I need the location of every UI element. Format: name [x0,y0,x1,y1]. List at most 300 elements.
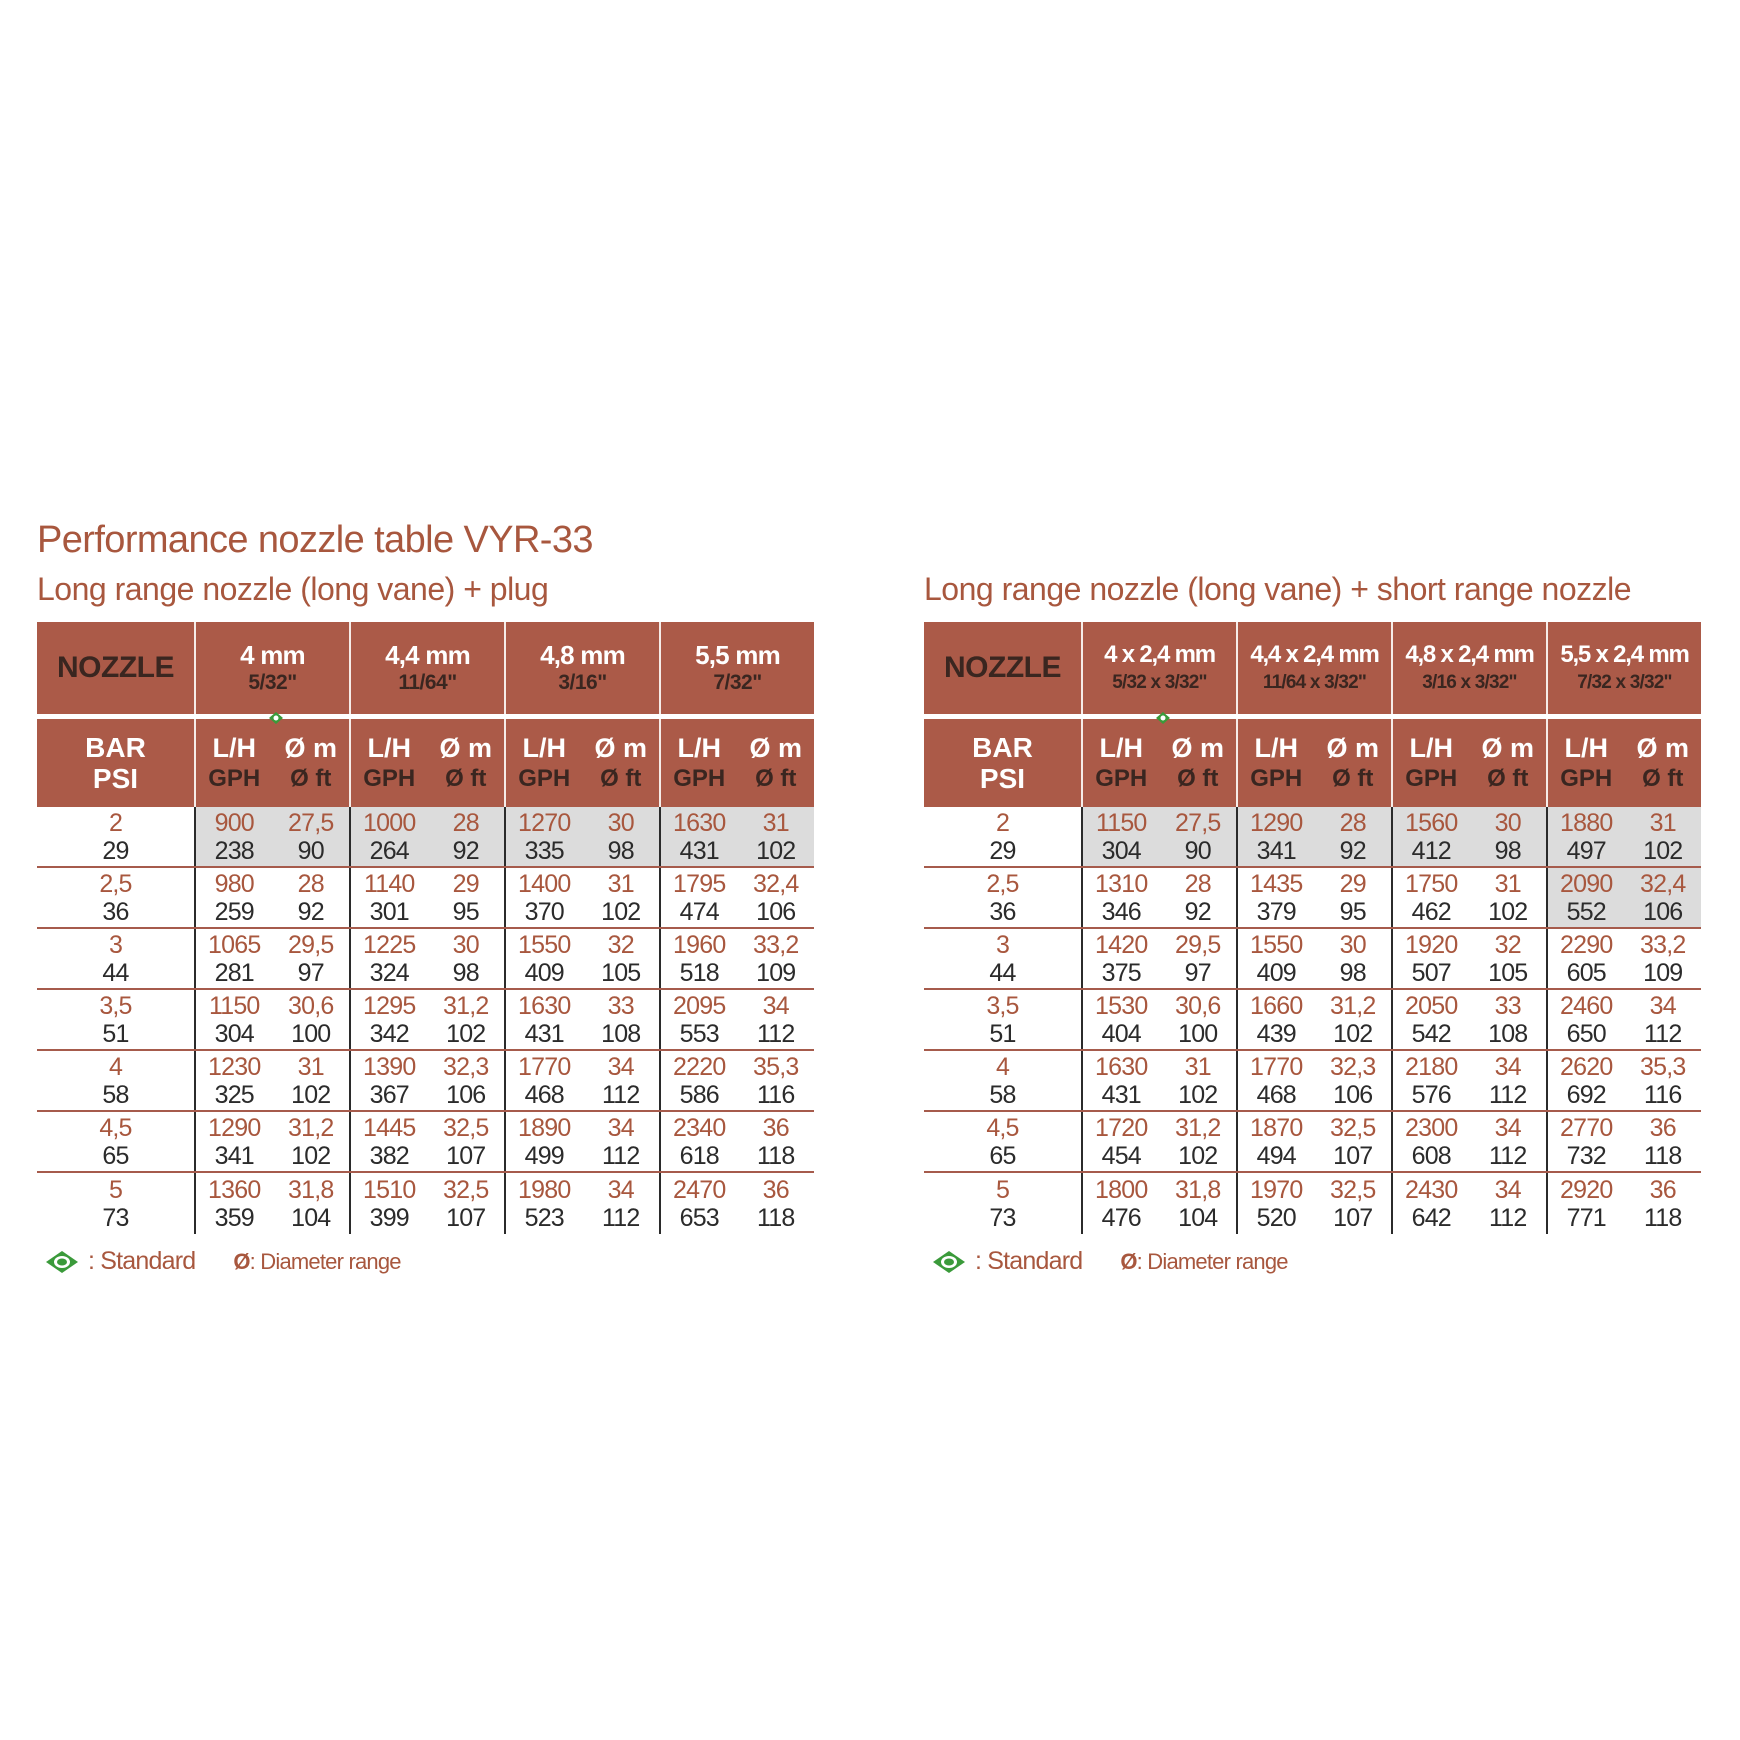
diameter-m: 32,4 [1640,869,1686,898]
nozzle-data-cell [504,929,659,988]
flow-lh: 1530 [1095,991,1148,1020]
flow-values [351,992,428,1048]
nozzle-size-header [349,622,504,714]
flow-gph: 586 [679,1080,719,1109]
flow-values [1393,870,1470,926]
performance-table-short-range [924,622,1701,1234]
pressure-cell [37,990,194,1049]
diameter-ft: 116 [757,1080,795,1109]
nozzle-data-cell [659,868,814,927]
table-row [924,807,1701,868]
units-metric [351,733,504,764]
flow-gph: 518 [679,958,719,987]
pressure-cell [37,807,194,866]
pressure-bar: 5 [108,1175,123,1204]
diameter-m: 29,5 [1175,930,1221,959]
legend-diameter-symbol: Ø [1120,1248,1137,1274]
flow-gph: 771 [1566,1203,1606,1232]
unit-flow-lh: L/H [1099,733,1143,763]
pressure-cell [37,1112,194,1171]
diameter-m: 30,6 [288,991,334,1020]
unit-diam-m: Ø m [749,733,802,763]
nozzle-data-cell [659,807,814,866]
flow-values [1238,870,1315,926]
diameter-ft: 95 [1339,897,1366,926]
units-imperial [351,764,504,793]
flow-lh: 1770 [518,1052,571,1081]
diameter-m: 34 [607,1175,634,1204]
flow-lh: 1970 [1250,1175,1303,1204]
unit-flow-gph: GPH [1560,765,1613,792]
units-header [349,719,504,807]
diameter-values [583,809,660,865]
unit-flow-lh: L/H [1254,733,1298,763]
unit-diam-ft: Ø ft [1177,765,1219,792]
diameter-m: 33 [607,991,634,1020]
flow-values [351,1053,428,1109]
units-header [659,719,814,807]
diameter-values [428,1176,505,1232]
nozzle-data-cell [1236,868,1391,927]
diameter-m: 32,3 [443,1052,489,1081]
flow-lh: 1230 [208,1052,261,1081]
flow-lh: 2220 [673,1052,726,1081]
nozzle-size-mm: 4,4 mm [385,640,470,670]
diameter-ft: 98 [1494,836,1521,865]
pressure-bar: 2 [995,808,1010,837]
units-imperial [196,764,349,793]
pressure-bar: 3,5 [99,991,132,1020]
nozzle-data-cell [504,1051,659,1110]
flow-gph: 325 [214,1080,254,1109]
diameter-ft: 108 [601,1019,641,1048]
table-subtitle-short-range: Long range nozzle (long vane) + short range nozzle [924,571,1632,607]
pressure-bar: 5 [995,1175,1010,1204]
flow-lh: 2300 [1405,1113,1458,1142]
diameter-m: 34 [607,1052,634,1081]
unit-diam-m: Ø m [1171,733,1224,763]
nozzle-size-inch: 11/64 x 3/32" [1262,672,1367,693]
flow-values [1083,931,1160,987]
flow-gph: 341 [1256,836,1296,865]
header-row-nozzle [924,622,1701,714]
flow-values [661,992,738,1048]
nozzle-data-cell [349,929,504,988]
diameter-ft: 92 [452,836,479,865]
nozzle-size-header [1391,622,1546,714]
flow-gph: 650 [1566,1019,1606,1048]
nozzle-data-cell [1236,807,1391,866]
flow-lh: 1870 [1250,1113,1303,1142]
diameter-values [273,870,350,926]
flow-lh: 1980 [518,1175,571,1204]
diameter-values [1625,1114,1702,1170]
flow-gph: 653 [679,1203,719,1232]
diameter-values [583,1053,660,1109]
flow-values [1393,1176,1470,1232]
diameter-m: 35,3 [753,1052,799,1081]
nozzle-size-inch: 3/16 x 3/32" [1422,672,1517,693]
diameter-m: 32 [1494,930,1521,959]
unit-flow-gph: GPH [518,765,571,792]
diameter-values [583,1176,660,1232]
nozzle-data-cell [349,1112,504,1171]
nozzle-data-cell [504,1173,659,1234]
header-row-units [37,719,814,807]
diameter-ft: 107 [1333,1203,1373,1232]
table-row [924,868,1701,929]
diameter-values [273,1176,350,1232]
flow-lh: 1360 [208,1175,261,1204]
nozzle-data-cell [349,868,504,927]
flow-values [351,931,428,987]
diameter-values [1315,870,1392,926]
flow-values [661,1053,738,1109]
diameter-values [273,1053,350,1109]
unit-diam-ft: Ø ft [445,765,487,792]
flow-lh: 1290 [1250,808,1303,837]
nozzle-data-cell [1391,868,1546,927]
units-imperial [1393,764,1546,793]
flow-gph: 301 [369,897,409,926]
nozzle-data-cell [1546,868,1701,927]
legend-diameter-text: : Diameter range [249,1248,401,1274]
diameter-ft: 92 [297,897,324,926]
flow-values [1083,1053,1160,1109]
flow-gph: 608 [1411,1141,1451,1170]
nozzle-size-header [194,622,349,714]
nozzle-data-cell [659,1112,814,1171]
diameter-values [738,809,815,865]
diameter-m: 32,3 [1330,1052,1376,1081]
units-header [1236,719,1391,807]
nozzle-size-header [659,622,814,714]
flow-gph: 523 [524,1203,564,1232]
pressure-header [37,719,194,807]
flow-lh: 2050 [1405,991,1458,1020]
unit-flow-gph: GPH [673,765,726,792]
pressure-psi: 73 [989,1203,1016,1232]
unit-diam-ft: Ø ft [1642,765,1684,792]
diameter-values [738,1114,815,1170]
flow-values [351,1176,428,1232]
flow-lh: 1550 [518,930,571,959]
flow-gph: 553 [679,1019,719,1048]
flow-gph: 399 [369,1203,409,1232]
diameter-ft: 98 [607,836,634,865]
flow-lh: 1660 [1250,991,1303,1020]
pressure-psi: 65 [989,1141,1016,1170]
diameter-m: 28 [297,869,324,898]
flow-lh: 2090 [1560,869,1613,898]
diameter-ft: 118 [757,1141,795,1170]
diameter-ft: 102 [1333,1019,1373,1048]
flow-values [351,1114,428,1170]
diameter-m: 28 [1339,808,1366,837]
diameter-m: 34 [1649,991,1676,1020]
diameter-ft: 109 [756,958,796,987]
diameter-ft: 116 [1644,1080,1682,1109]
table-row [37,807,814,868]
nozzle-data-cell [659,990,814,1049]
pressure-psi: 36 [102,897,129,926]
diameter-ft: 92 [1184,897,1211,926]
nozzle-data-cell [1391,990,1546,1049]
flow-values [1083,1114,1160,1170]
table-row [924,929,1701,990]
diameter-m: 34 [1494,1052,1521,1081]
units-metric [1548,733,1701,764]
diameter-ft: 112 [602,1080,640,1109]
units-imperial [1548,764,1701,793]
nozzle-data-cell [349,1173,504,1234]
flow-lh: 1750 [1405,869,1458,898]
flow-gph: 409 [1256,958,1296,987]
flow-values [1548,992,1625,1048]
header-row-units [924,719,1701,807]
diameter-m: 32,5 [443,1175,489,1204]
flow-gph: 409 [524,958,564,987]
standard-badge-icon [268,711,284,725]
flow-values [1238,931,1315,987]
unit-flow-lh: L/H [1409,733,1453,763]
standard-badge-icon [931,1248,967,1276]
table-row [37,868,814,929]
diameter-values [738,1053,815,1109]
diameter-values [738,931,815,987]
diameter-ft: 100 [1178,1019,1218,1048]
pressure-cell [37,1051,194,1110]
flow-values [1548,931,1625,987]
table-row [37,1173,814,1234]
units-header [1081,719,1236,807]
pressure-cell [37,1173,194,1234]
flow-lh: 1630 [673,808,726,837]
flow-lh: 2430 [1405,1175,1458,1204]
diameter-m: 32 [607,930,634,959]
flow-values [1393,1114,1470,1170]
diameter-values [1625,809,1702,865]
diameter-ft: 108 [1488,1019,1528,1048]
unit-flow-lh: L/H [367,733,411,763]
flow-values [1393,992,1470,1048]
diameter-values [1315,1053,1392,1109]
flow-gph: 264 [369,836,409,865]
diameter-ft: 112 [1489,1141,1527,1170]
diameter-ft: 112 [1489,1080,1527,1109]
flow-lh: 1560 [1405,808,1458,837]
flow-gph: 476 [1101,1203,1141,1232]
flow-gph: 259 [214,897,254,926]
unit-diam-ft: Ø ft [1332,765,1374,792]
diameter-ft: 109 [1643,958,1683,987]
flow-gph: 404 [1101,1019,1141,1048]
nozzle-data-cell [1236,929,1391,988]
diameter-values [1160,931,1237,987]
flow-lh: 1510 [363,1175,416,1204]
flow-gph: 494 [1256,1141,1296,1170]
flow-gph: 431 [679,836,719,865]
diameter-m: 32,5 [1330,1175,1376,1204]
legend-standard-text: : Standard [975,1247,1083,1275]
diameter-m: 36 [762,1175,789,1204]
flow-lh: 2470 [673,1175,726,1204]
flow-lh: 1880 [1560,808,1613,837]
nozzle-header [37,622,194,714]
nozzle-data-cell [1236,1173,1391,1234]
diameter-ft: 112 [602,1203,640,1232]
diameter-m: 29 [1339,869,1366,898]
pressure-bar: 3 [995,930,1010,959]
flow-values [1083,1176,1160,1232]
nozzle-size-header [1546,622,1701,714]
nozzle-data-cell [194,807,349,866]
units-metric [1393,733,1546,764]
diameter-m: 32,5 [443,1113,489,1142]
flow-lh: 1800 [1095,1175,1148,1204]
diameter-ft: 102 [1643,836,1683,865]
pressure-bar: 2,5 [99,869,132,898]
flow-gph: 281 [214,958,254,987]
page-title: Performance nozzle table VYR-33 [37,519,593,561]
legend-diameter [233,1249,400,1275]
nozzle-data-cell [1081,1112,1236,1171]
pressure-psi: 73 [102,1203,129,1232]
flow-values [1238,1176,1315,1232]
table-row [37,1051,814,1112]
flow-lh: 1920 [1405,930,1458,959]
diameter-values [428,1053,505,1109]
diameter-m: 33,2 [753,930,799,959]
flow-values [506,870,583,926]
diameter-m: 34 [607,1113,634,1142]
diameter-m: 30 [607,808,634,837]
diameter-m: 34 [1494,1113,1521,1142]
flow-gph: 474 [679,897,719,926]
nozzle-header [924,622,1081,714]
header-row-nozzle [37,622,814,714]
legend-diameter-text: : Diameter range [1136,1248,1288,1274]
flow-values [1083,809,1160,865]
diameter-m: 34 [1494,1175,1521,1204]
diameter-m: 31,2 [1330,991,1376,1020]
diameter-values [273,809,350,865]
nozzle-data-cell [504,990,659,1049]
unit-diam-ft: Ø ft [600,765,642,792]
pressure-bar: 2 [108,808,123,837]
diameter-values [1625,992,1702,1048]
unit-diam-ft: Ø ft [290,765,332,792]
flow-lh: 1960 [673,930,726,959]
diameter-ft: 90 [297,836,324,865]
flow-gph: 605 [1566,958,1606,987]
flow-values [661,1114,738,1170]
flow-lh: 1445 [363,1113,416,1142]
nozzle-data-cell [1391,1051,1546,1110]
flow-lh: 2920 [1560,1175,1613,1204]
diameter-values [1470,870,1547,926]
unit-flow-gph: GPH [208,765,261,792]
units-imperial [1238,764,1391,793]
table-row [924,1173,1701,1234]
flow-gph: 412 [1411,836,1451,865]
nozzle-size-inch: 3/16" [558,671,607,694]
diameter-values [273,1114,350,1170]
flow-gph: 497 [1566,836,1606,865]
flow-lh: 1420 [1095,930,1148,959]
units-metric [1238,733,1391,764]
nozzle-data-cell [1546,1051,1701,1110]
diameter-m: 36 [1649,1113,1676,1142]
diameter-values [1470,1114,1547,1170]
nozzle-data-cell [349,990,504,1049]
nozzle-data-cell [1546,1112,1701,1171]
diameter-ft: 98 [452,958,479,987]
diameter-values [738,870,815,926]
nozzle-data-cell [1081,990,1236,1049]
pressure-psi: 58 [102,1080,129,1109]
diameter-values [1625,1053,1702,1109]
flow-values [1548,870,1625,926]
pressure-psi: 44 [102,958,129,987]
bar-label: BAR [85,732,146,763]
diameter-values [1315,809,1392,865]
diameter-values [1625,931,1702,987]
diameter-m: 28 [452,808,479,837]
unit-flow-gph: GPH [1095,765,1148,792]
flow-lh: 2460 [1560,991,1613,1020]
pressure-psi: 65 [102,1141,129,1170]
flow-gph: 468 [1256,1080,1296,1109]
nozzle-data-cell [1546,929,1701,988]
flow-values [506,992,583,1048]
diameter-values [1160,1176,1237,1232]
flow-values [1238,992,1315,1048]
diameter-m: 30 [452,930,479,959]
nozzle-data-cell [1391,1112,1546,1171]
standard-badge-icon [1155,711,1171,725]
flow-lh: 1150 [1095,808,1147,837]
nozzle-size-header [504,622,659,714]
diameter-ft: 97 [1184,958,1211,987]
pressure-psi: 44 [989,958,1016,987]
nozzle-data-cell [1236,1112,1391,1171]
diameter-ft: 112 [757,1019,795,1048]
diameter-ft: 102 [1488,897,1528,926]
nozzle-data-cell [659,929,814,988]
table-row [37,929,814,990]
diameter-m: 27,5 [288,808,334,837]
flow-lh: 1225 [363,930,416,959]
nozzle-data-cell [1546,807,1701,866]
nozzle-data-cell [659,1173,814,1234]
flow-lh: 900 [214,808,254,837]
unit-diam-m: Ø m [439,733,492,763]
pressure-cell [37,868,194,927]
diameter-values [428,992,505,1048]
flow-gph: 324 [369,958,409,987]
diameter-ft: 107 [446,1141,486,1170]
diameter-values [1470,992,1547,1048]
unit-flow-lh: L/H [1564,733,1608,763]
flow-gph: 379 [1256,897,1296,926]
diameter-values [1470,1176,1547,1232]
flow-gph: 342 [369,1019,409,1048]
flow-lh: 1065 [208,930,261,959]
nozzle-data-cell [504,1112,659,1171]
diameter-values [738,992,815,1048]
diameter-values [1470,931,1547,987]
